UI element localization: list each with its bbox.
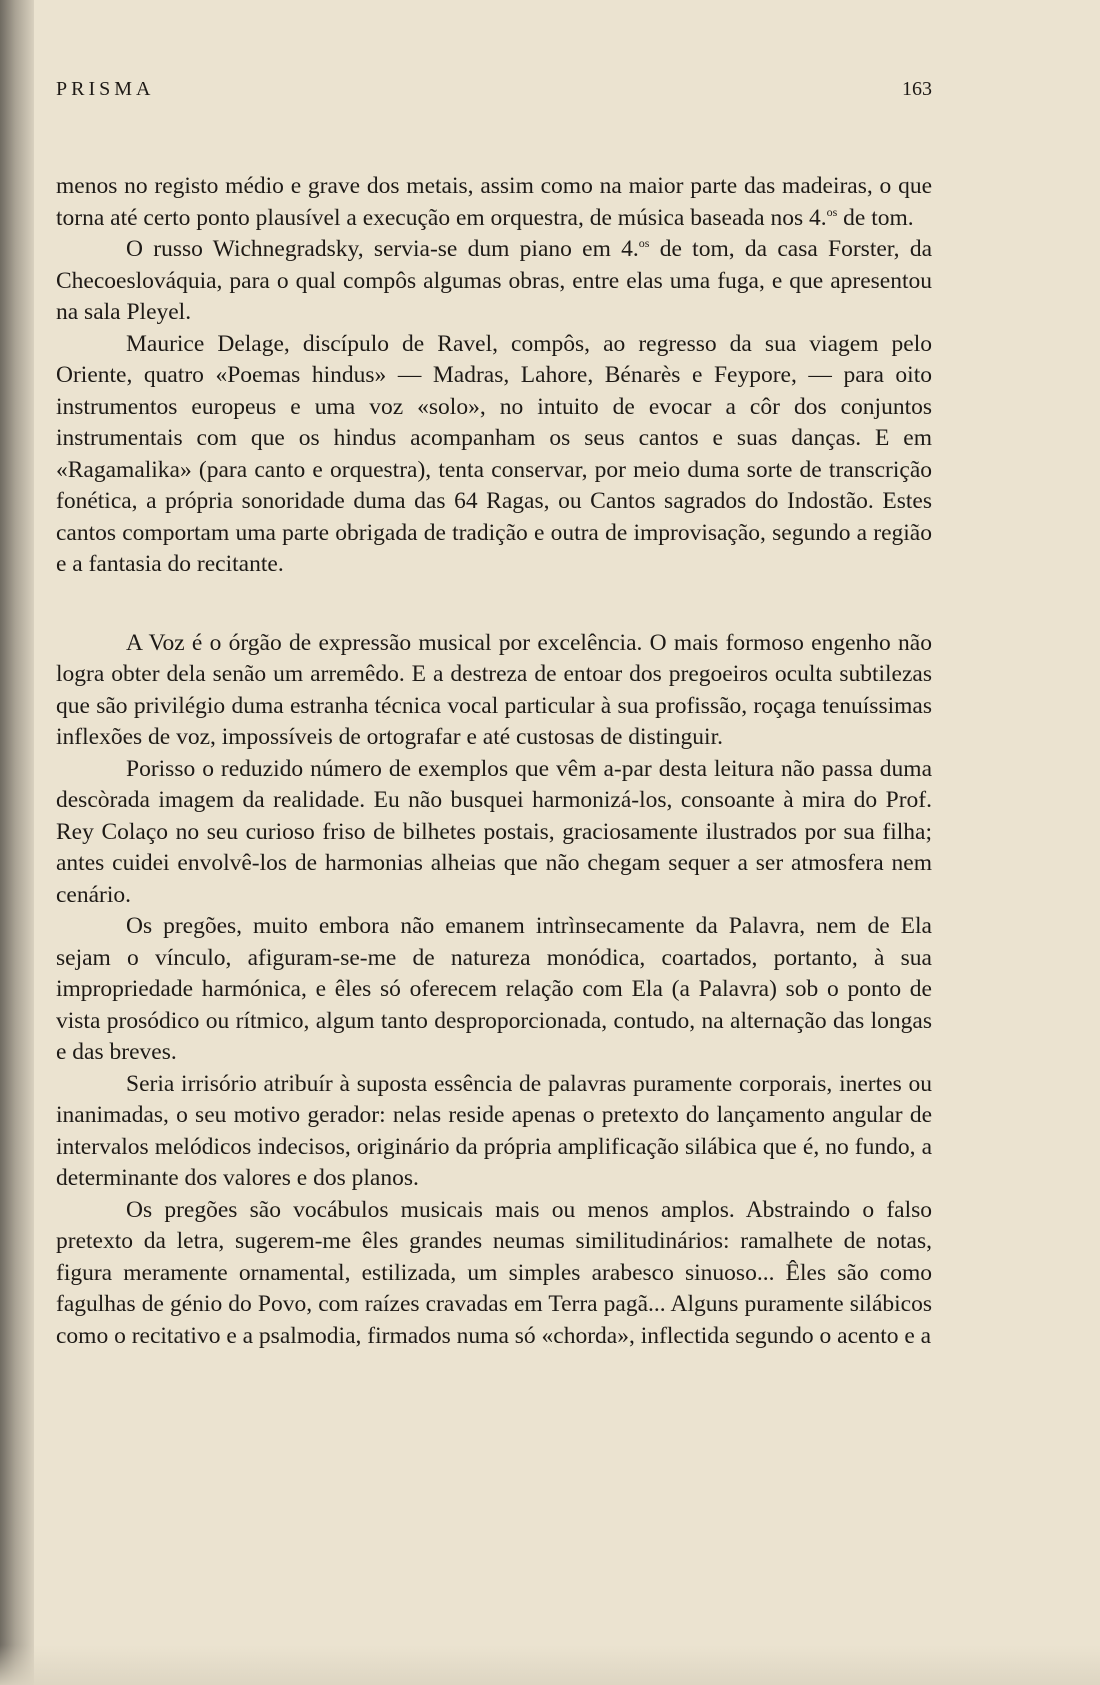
paragraph-4: A Voz é o órgão de expressão musical por excelência. O mais formoso engenho não logra obter dela senão um arremêdo. E a destreza de entoar dos pregoeiros oculta subtilezas que são privilégio duma estranha técnica vocal particular à sua profissão, roçaga tenuíssimas inflexões de voz, impossíveis de ortografar e até custosas de distinguir. — [56, 629, 932, 750]
paragraph-6: Os pregões, muito embora não emanem intrìnsecamente da Palavra, nem de Ela sejam o vínculo, afiguram-se-me de natureza monódica, coartados, portanto, à sua impropriedade harmónica, e êles só oferecem relação com Ela (a Palavra) sob o ponto de vista prosódico ou rítmico, algum tanto desproporcionada, contudo, na alternação das longas e das breves. — [56, 913, 932, 1065]
ordinal-superscript: os — [826, 204, 838, 219]
paragraph-2 — [56, 234, 932, 329]
paragraph-7: Seria irrisório atribuír à suposta essência de palavras puramente corporais, inertes ou inanimadas, o seu motivo gerador: nelas reside apenas o pretexto do lançamento angular de intervalos melódicos indecisos, originário da própria amplificação silábica que é, no fundo, a determinante dos valores e dos planos. — [56, 1070, 932, 1191]
paragraph-2-text-a: O russo Wichnegradsky, servia-se dum piano em 4. — [126, 236, 639, 262]
paragraph-1-text-b: de tom. — [837, 204, 914, 231]
body-text — [56, 171, 932, 1352]
running-head — [56, 78, 932, 108]
paragraph-2-text-b: de tom, da casa Forster, da Checoeslováquia, para o qual compôs algumas obras, entre elas uma fuga, e que apresentou na sala Pleyel. — [56, 236, 932, 325]
paragraph-5: Porisso o reduzido número de exemplos que vêm a-par desta leitura não passa duma descòrada imagem da realidade. Eu não busquei harmonizá-los, consoante à mira do Prof. Rey Colaço no seu curioso friso de bilhetes postais, graciosamente ilustrados por sua filha; antes cuidei envolvê-los de harmonias alheias que não chegam sequer a ser atmosfera nem cenário. — [56, 755, 932, 908]
page-bottom-edge — [0, 1645, 1100, 1685]
paragraph-1 — [56, 171, 932, 234]
ordinal-superscript: os — [638, 236, 650, 251]
paragraph-1-text-a: menos no registo médio e grave dos metais, assim como na maior parte das madeiras, o que torna até certo ponto plausível a execução em orquestra, de música baseada nos 4. — [56, 173, 932, 231]
paragraph-8: Os pregões são vocábulos musicais mais ou menos amplos. Abstraindo o falso pretexto da letra, sugerem-me êles grandes neumas similitudinários: ramalhete de notas, figura meramente ornamental, estilizada, um simples arabesco sinuoso... Êles são como fagulhas de génio do Povo, com raízes cravadas em Terra pagã... Alguns puramente silábicos como o recitativo e a psalmodia, firmados numa só «chorda», inflectida segundo o acento e a — [56, 1196, 932, 1349]
journal-title: PRISMA — [56, 78, 155, 100]
page-number: 163 — [902, 78, 932, 100]
page-binding-shadow — [0, 0, 34, 1685]
paragraph-3: Maurice Delage, discípulo de Ravel, compôs, ao regresso da sua viagem pelo Oriente, quatro «Poemas hindus» — Madras, Lahore, Bénarès e Feypore, — para oito instrumentos europeus e uma voz «solo», no intuito de evocar a côr dos conjuntos instrumentais com que os hindus acompanham os seus cantos e suas danças. E em «Ragamalika» (para canto e orquestra), tenta conservar, por meio duma sorte de transcrição fonética, a própria sonoridade duma das 64 Ragas, ou Cantos sagrados do Indostão. Estes cantos comportam uma parte obrigada de tradição e outra de improvisação, segundo a região e a fantasia do recitante. — [56, 330, 932, 577]
